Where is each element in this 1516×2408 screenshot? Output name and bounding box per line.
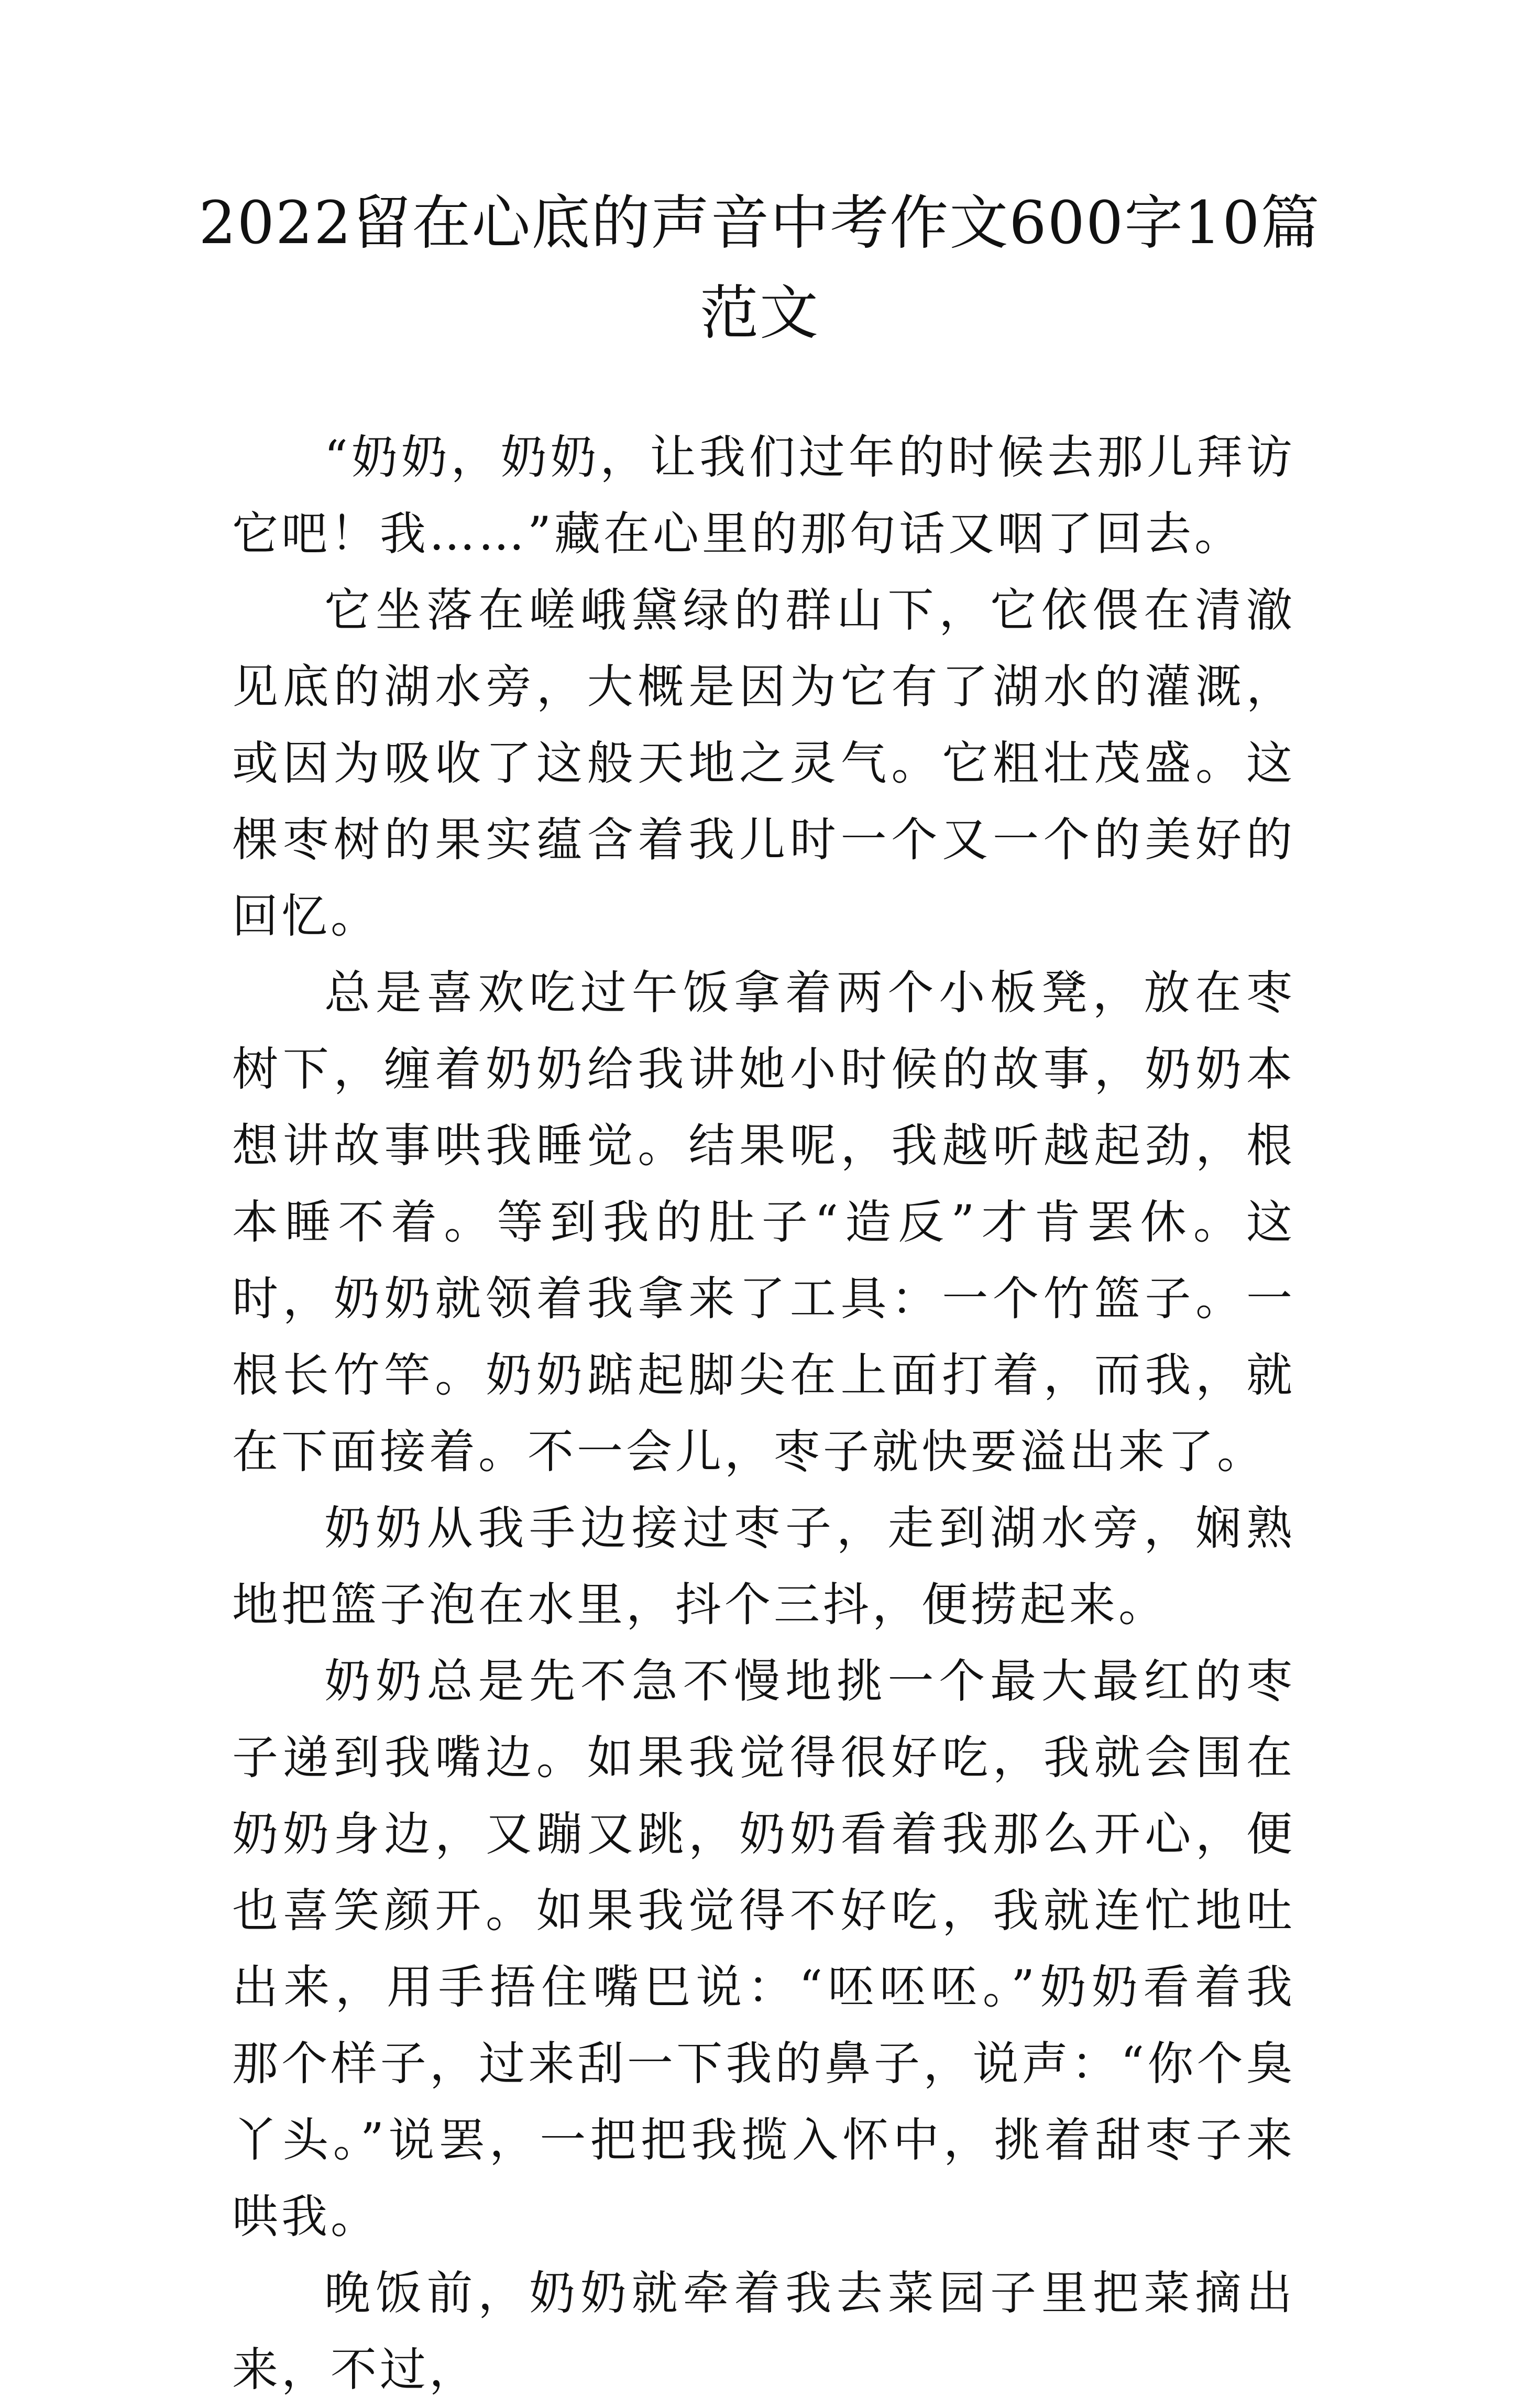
document-title: 2022留在心底的声音中考作文600字10篇范文 [199, 189, 1321, 347]
paragraph-2: 它坐落在嵯峨黛绿的群山下，它依偎在清澈见底的湖水旁，大概是因为它有了湖水的灌溉，或因为吸收了这般天地之灵气。它粗壮茂盛。这棵枣树的果实蕴含着我儿时一个又一个的美好的回忆。 [232, 583, 1295, 943]
paragraph-6: 晚饭前，奶奶就牵着我去菜园子里把菜摘出来，不过， [232, 2266, 1295, 2396]
paragraph-3: 总是喜欢吃过午饭拿着两个小板凳，放在枣树下，缠着奶奶给我讲她小时候的故事，奶奶本想讲故事哄我睡觉。结果呢，我越听越起劲，根本睡不着。等到我的肚子“造反”才肯罢休。这时，奶奶就领着我拿来了工具：一个竹篮子。一根长竹竿。奶奶踮起脚尖在上面打着，而我，就在下面接着。不一会儿，枣子就快要溢出来了。 [232, 966, 1295, 1479]
paragraph-5: 奶奶总是先不急不慢地挑一个最大最红的枣子递到我嘴边。如果我觉得很好吃，我就会围在奶奶身边，又蹦又跳，奶奶看着我那么开心，便也喜笑颜开。如果我觉得不好吃，我就连忙地吐出来，用手捂住嘴巴说：“呸呸呸。”奶奶看着我那个样子，过来刮一下我的鼻子，说声：“你个臭丫头。”说罢，一把把我揽入怀中，挑着甜枣子来哄我。 [232, 1654, 1295, 2243]
document-body [232, 419, 1295, 2408]
paragraph-1: “奶奶，奶奶，让我们过年的时候去那儿拜访它吧！我……”藏在心里的那句话又咽了回去。 [232, 430, 1295, 561]
paragraph-4: 奶奶从我手边接过枣子，走到湖水旁，娴熟地把篮子泡在水里，抖个三抖，便捞起来。 [232, 1501, 1295, 1632]
